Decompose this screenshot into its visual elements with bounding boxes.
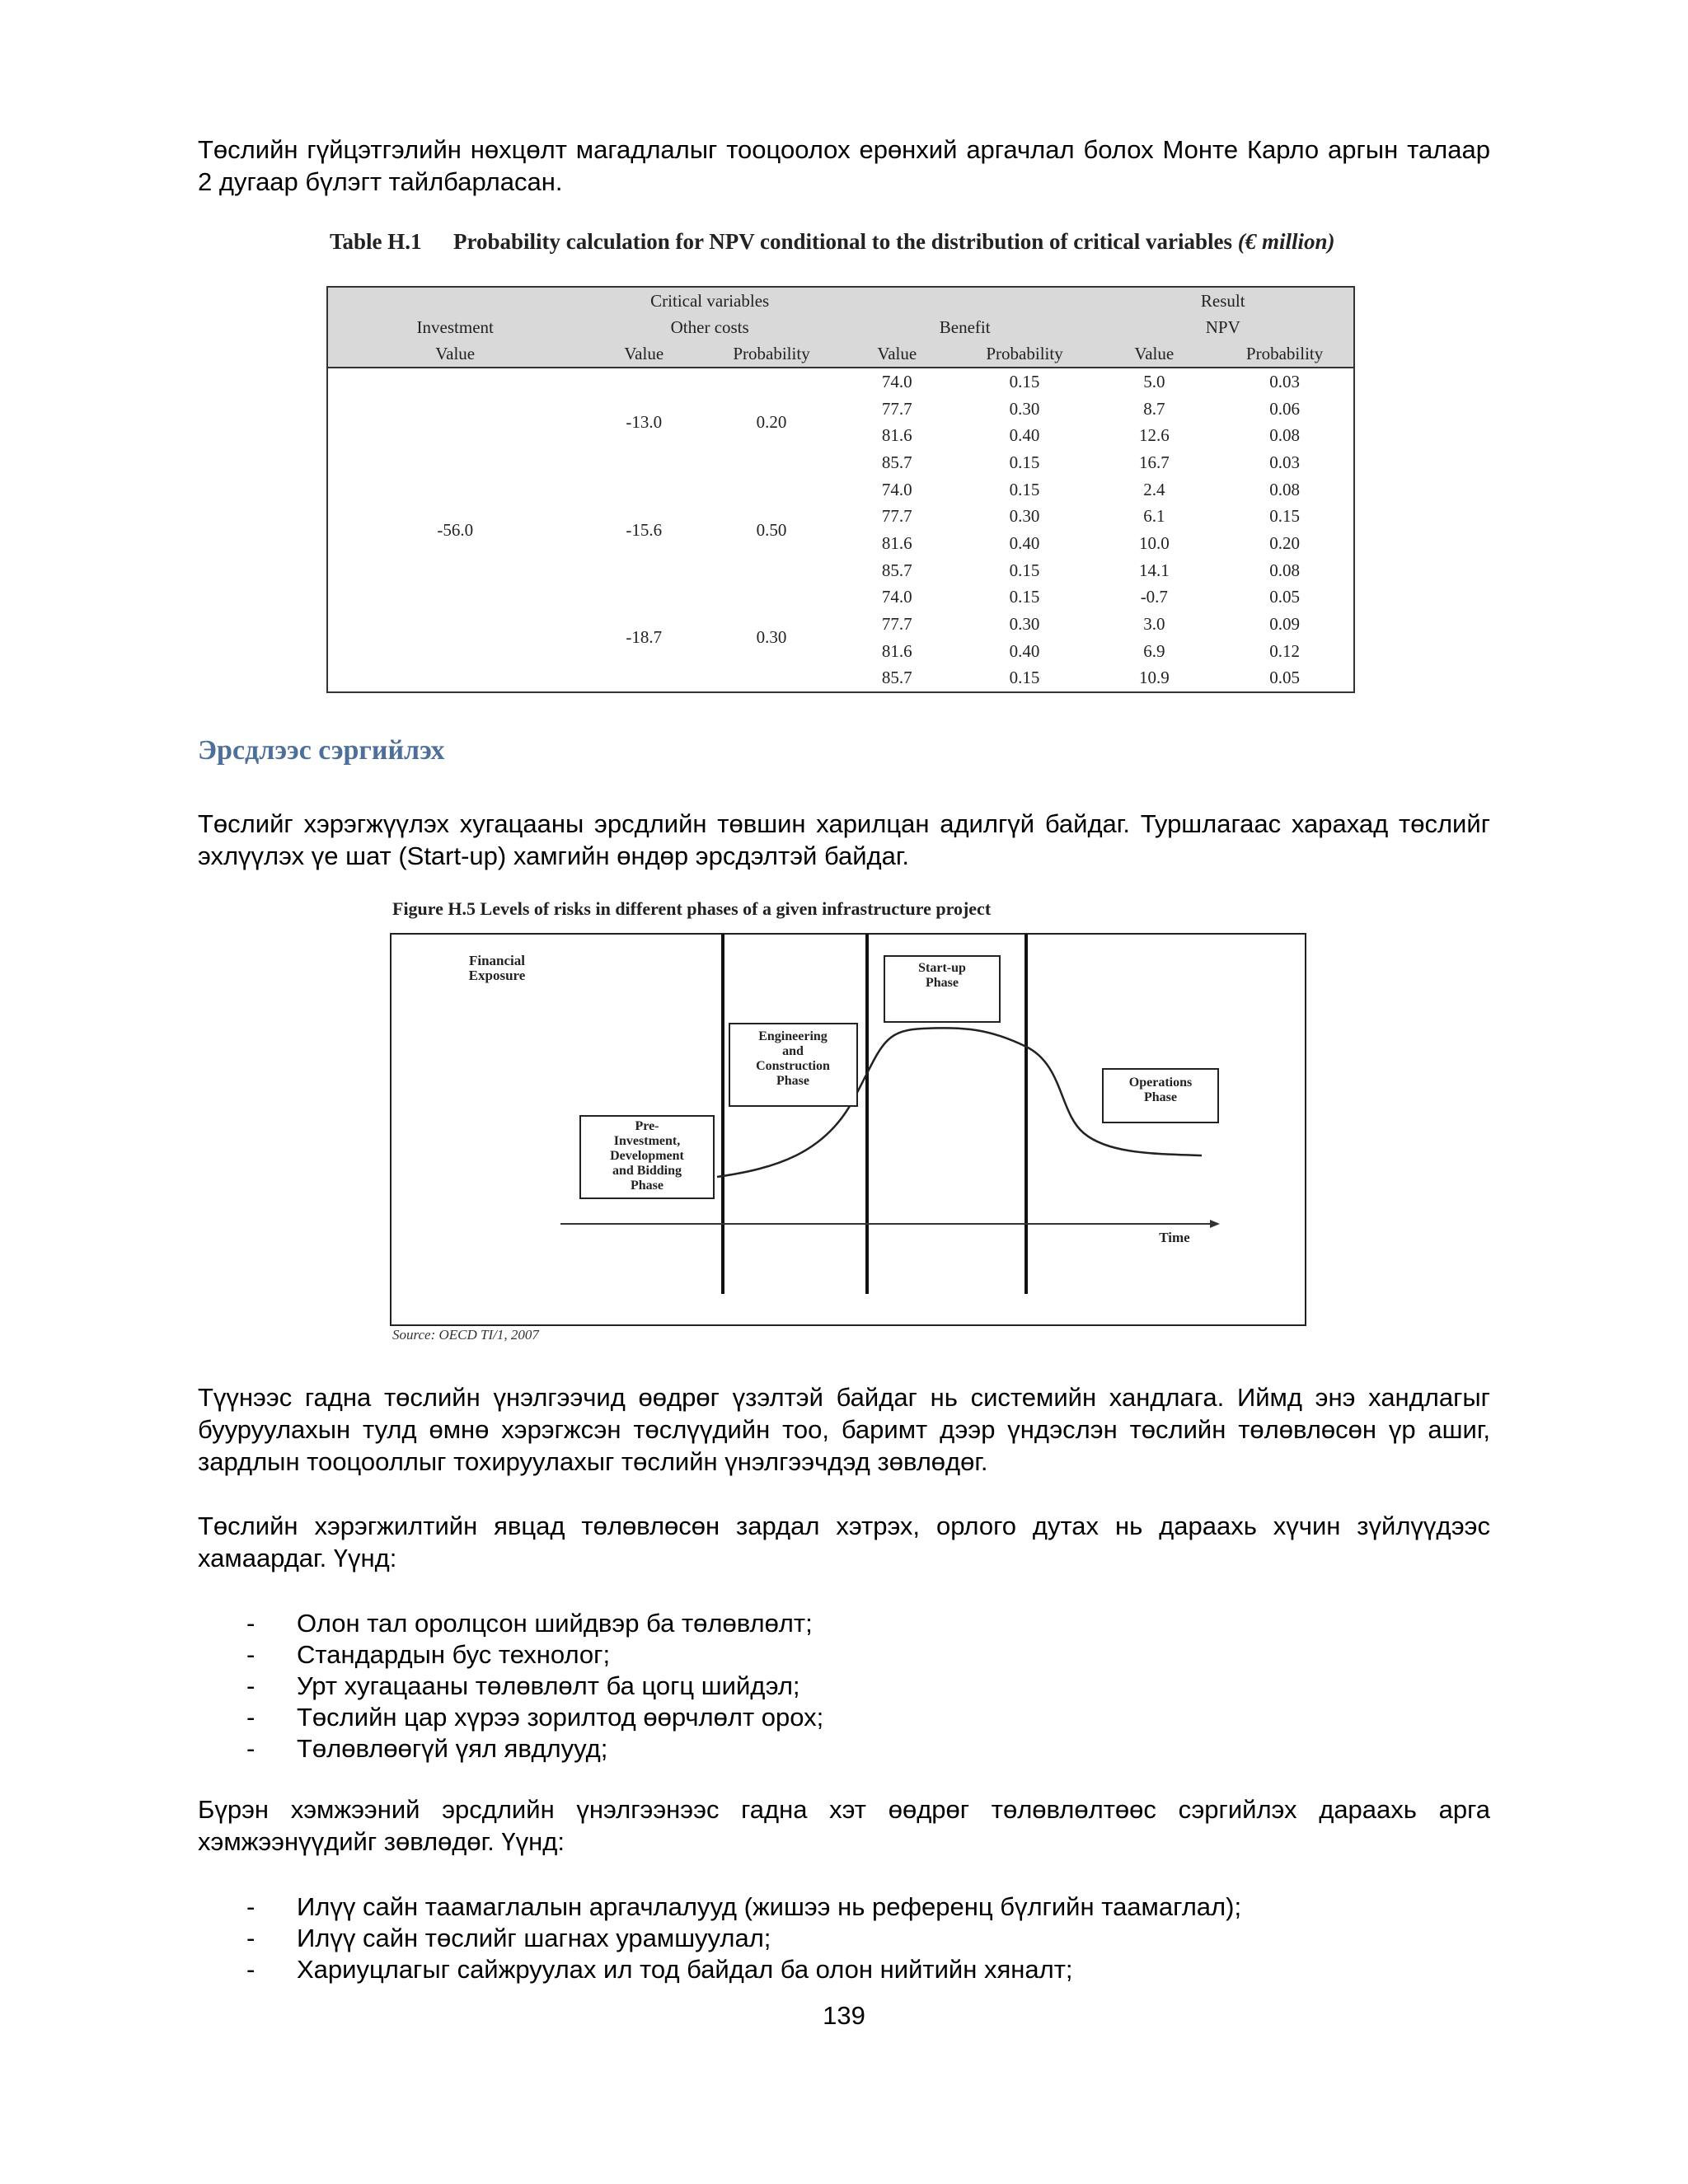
benefit-probability: 0.30 [1009, 398, 1040, 419]
cost-probability: 0.50 [756, 519, 787, 540]
benefit-probability: 0.30 [1009, 506, 1040, 527]
npv-probability: 0.06 [1269, 398, 1300, 419]
benefit-value: 81.6 [881, 532, 912, 553]
y-axis-label: Exposure [468, 968, 526, 983]
npv-value: 2.4 [1143, 479, 1165, 499]
benefit-value: 77.7 [881, 506, 912, 527]
phase-label: and [782, 1044, 804, 1058]
npv-value: 6.9 [1143, 640, 1165, 661]
overrun-paragraph: Төслийн хэрэгжилтийн явцад төлөвлөсөн зардал хэтрэх, орлого дутах нь дараахь хүчин зүйлүүдээс хамаардаг. Үүнд: [198, 1511, 1490, 1572]
npv-value: 10.0 [1138, 532, 1170, 553]
header-benefit: Benefit [837, 314, 1093, 340]
npv-value: 8.7 [1143, 398, 1165, 419]
list-item: - Олон тал оролцсон шийдвэр ба төлөвлөлт; [198, 1608, 1484, 1639]
header-result: Result [1092, 287, 1354, 314]
benefit-value: 74.0 [881, 587, 912, 607]
npv-value: 10.9 [1092, 665, 1216, 693]
npv-value: -0.7 [1140, 587, 1168, 607]
phase-label: Phase [1144, 1090, 1177, 1104]
phase-label: Phase [926, 976, 959, 990]
npv-probability: 0.05 [1216, 665, 1354, 693]
bias-paragraph: Түүнээс гадна төслийн үнэлгээчид өөдрөг үзэлтэй байдаг нь системийн хандлага. Иймд энэ хандлагыг бууруулахын тулд өмнө хэрэгжсэн төслүүдийн тоо, баримт дээр үндэслэн төслийн төлөвлөсөн үр ашиг, зардлын тооцооллыг тохируулахыг төслийн үнэлгээчдэд зөвлөдөг. [198, 1383, 1490, 1476]
cost-value: -13.0 [626, 411, 663, 432]
benefit-value: 81.6 [881, 425, 912, 446]
figure-frame [391, 934, 1306, 1325]
cost-probability: 0.20 [756, 411, 787, 432]
benefit-value: 77.7 [881, 614, 912, 635]
subheader: Value [837, 340, 957, 368]
npv-value: 3.0 [1143, 614, 1165, 635]
benefit-value: 74.0 [881, 479, 912, 499]
phase-label: Phase [776, 1074, 809, 1088]
list-item: - Илүү сайн төслийг шагнах урамшуулал; [198, 1923, 1484, 1954]
phase-label: Operations [1128, 1076, 1193, 1090]
list-item: - Төлөвлөөгүй үял явдлууд; [198, 1733, 1484, 1765]
benefit-probability: 0.30 [1009, 614, 1040, 635]
npv-value: 16.7 [1138, 452, 1170, 472]
page-number: 139 [823, 2001, 865, 2030]
investment-value: -56.0 [437, 519, 474, 540]
npv-probability: 0.05 [1269, 587, 1300, 607]
npv-probability: 0.03 [1269, 371, 1300, 391]
phase-label: Construction [756, 1059, 830, 1073]
table-unit: (€ million) [1237, 229, 1335, 254]
list-item: - Стандардын бус технолог; [198, 1639, 1484, 1671]
phase-label: Development [610, 1149, 684, 1163]
list-item: - Илүү сайн таамаглалын аргачлалууд (жишээ нь референц бүлгийн таамаглал); [198, 1891, 1484, 1923]
header-npv: NPV [1092, 314, 1354, 340]
cost-value: -18.7 [626, 627, 663, 648]
intro-paragraph: Төслийн гүйцэтгэлийн нөхцөлт магадлалыг тооцоолох ерөнхий аргачлал болох Монте Карло аргын талаар 2 дугаар бүлэгт тайлбарласан. [198, 135, 1490, 196]
benefit-probability: 0.40 [1009, 640, 1040, 661]
benefit-probability: 0.15 [957, 665, 1093, 693]
table-label: Table H.1 [330, 229, 422, 254]
measures-paragraph: Бүрэн хэмжээний эрсдлийн үнэлгээнээс гадна хэт өөдрөг төлөвлөлтөөс сэргийлэх дараахь арга хэмжээнүүдийг зөвлөдөг. Үүнд: [198, 1795, 1490, 1856]
npv-probability: 0.08 [1269, 560, 1300, 580]
phase-label: Phase [631, 1179, 663, 1193]
benefit-value: 85.7 [881, 560, 912, 580]
subheader: Probability [957, 340, 1093, 368]
npv-value: 12.6 [1138, 425, 1170, 446]
risk-paragraph: Төслийг хэрэгжүүлэх хугацааны эрсдлийн төвшин харилцан адилгүй байдаг. Туршлагаас харахад төслийг эхлүүлэх үе шат (Start-up) хамгийн өндөр эрсдэлтэй байдаг. [198, 809, 1490, 870]
benefit-probability: 0.15 [1009, 479, 1040, 499]
section-heading: Эрсдлээс сэргийлэх [198, 735, 445, 766]
npv-probability: 0.03 [1269, 452, 1300, 472]
npv-value: 6.1 [1143, 506, 1165, 527]
measures-list [198, 1891, 1484, 1985]
phase-label: Engineering [758, 1029, 828, 1043]
benefit-probability: 0.40 [1009, 532, 1040, 553]
phase-label: Investment, [613, 1134, 681, 1148]
subheader: Value [327, 340, 582, 368]
list-item: - Хариуцлагыг сайжруулах ил тод байдал ба олон нийтийн хяналт; [198, 1954, 1484, 1985]
header-investment: Investment [327, 314, 582, 340]
benefit-value: 74.0 [881, 371, 912, 391]
phase-label: Pre- [635, 1119, 659, 1133]
npv-probability: 0.08 [1269, 479, 1300, 499]
subheader: Probability [1216, 340, 1354, 368]
table-caption-text: Probability calculation for NPV conditional to the distribution of critical variables [453, 229, 1232, 254]
benefit-probability: 0.15 [1009, 587, 1040, 607]
header-other-costs: Other costs [582, 314, 837, 340]
npv-probability: 0.15 [1269, 506, 1300, 527]
header-critical-variables: Critical variables [582, 287, 837, 314]
benefit-probability: 0.15 [1009, 452, 1040, 472]
figure-source: Source: OECD TI/1, 2007 [392, 1327, 539, 1343]
benefit-value: 85.7 [837, 665, 957, 693]
subheader: Value [1092, 340, 1216, 368]
subheader: Value [582, 340, 706, 368]
npv-probability: 0.12 [1269, 640, 1300, 661]
list-item: - Төслийн цар хүрээ зорилтод өөрчлөлт орох; [198, 1702, 1484, 1733]
benefit-value: 81.6 [881, 640, 912, 661]
list-item: - Урт хугацааны төлөвлөлт ба цогц шийдэл; [198, 1671, 1484, 1702]
benefit-probability: 0.15 [1009, 371, 1040, 391]
npv-probability: 0.09 [1269, 614, 1300, 635]
benefit-value: 77.7 [881, 398, 912, 419]
subheader: Probability [706, 340, 837, 368]
phase-label: and Bidding [612, 1164, 682, 1178]
cost-probability: 0.30 [756, 627, 787, 648]
figure-caption: Figure H.5 Levels of risks in different phases of a given infrastructure project [392, 898, 992, 919]
x-axis-label: Time [1159, 1230, 1190, 1245]
benefit-value: 85.7 [881, 452, 912, 472]
cost-value: -15.6 [626, 519, 663, 540]
benefit-probability: 0.15 [1009, 560, 1040, 580]
npv-value: 14.1 [1138, 560, 1170, 580]
phase-label: Start-up [918, 961, 966, 975]
npv-probability: 0.08 [1269, 425, 1300, 446]
y-axis-label: Financial [468, 953, 526, 968]
benefit-probability: 0.40 [1009, 425, 1040, 446]
npv-probability: 0.20 [1269, 532, 1300, 553]
overrun-factors-list [198, 1608, 1484, 1765]
npv-value: 5.0 [1143, 371, 1165, 391]
